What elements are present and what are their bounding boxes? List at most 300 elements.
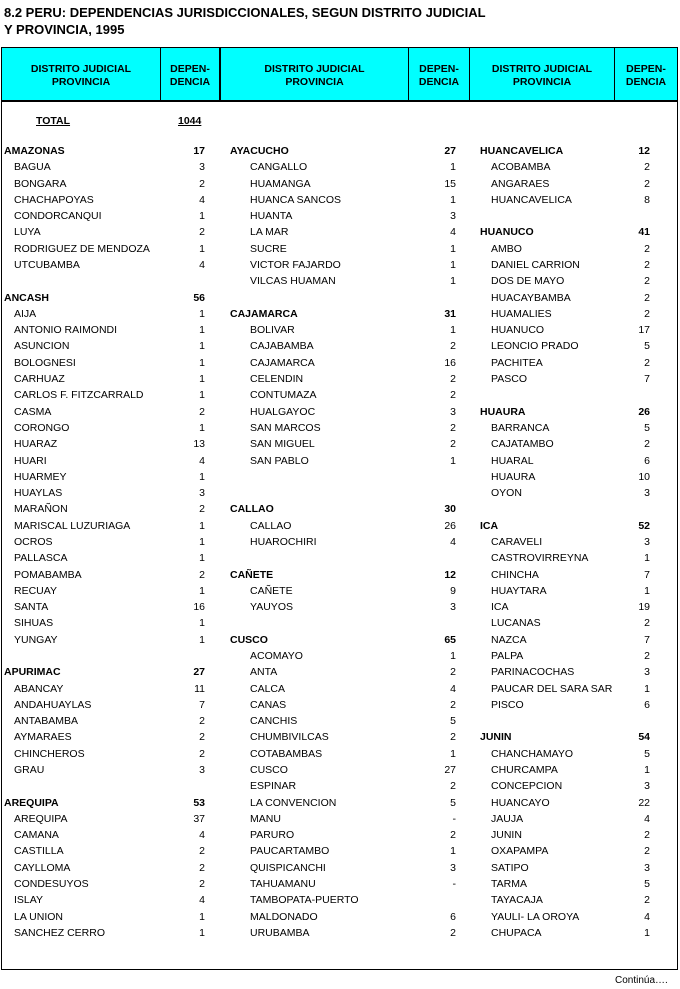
province-name: ANTABAMBA <box>14 715 78 728</box>
dependency-count: 53 <box>193 796 205 809</box>
dependency-count: 5 <box>450 715 456 728</box>
dependency-count: 1 <box>199 519 205 532</box>
dependency-count: 1 <box>199 926 205 939</box>
province-name: SATIPO <box>491 861 529 874</box>
province-row <box>14 241 205 257</box>
dependency-count: 12 <box>638 145 650 157</box>
province-name: ANDAHUAYLAS <box>14 698 92 711</box>
dependency-count: 3 <box>450 210 456 223</box>
dependency-count: 2 <box>450 731 456 744</box>
title-line-1: 8.2 PERU: DEPENDENCIAS JURISDICCIONALES, SEGUN DISTRITO JUDICIAL <box>4 5 486 20</box>
province-name: CHINCHA <box>491 568 539 581</box>
dependency-count: 2 <box>644 829 650 842</box>
dependency-count: 30 <box>444 503 456 516</box>
dependency-count: 22 <box>638 796 650 809</box>
province-name: HUARAL <box>491 454 534 467</box>
province-row <box>250 404 456 420</box>
province-name: OXAPAMPA <box>491 845 549 858</box>
dependency-count: 2 <box>450 666 456 679</box>
province-name: COTABAMBAS <box>250 747 323 760</box>
dependency-count: 1 <box>450 259 456 272</box>
province-name: CHUMBIVILCAS <box>250 731 329 744</box>
dependency-count: 3 <box>644 535 650 548</box>
dependency-count: 1 <box>644 764 650 777</box>
dependency-count: 2 <box>644 894 650 907</box>
dependency-count: 1 <box>199 535 205 548</box>
province-row <box>250 534 456 550</box>
dependency-count: 6 <box>644 454 650 467</box>
province-name: ISLAY <box>14 894 43 907</box>
province-row <box>14 501 205 517</box>
province-row <box>14 534 205 550</box>
department-name: ANCASH <box>4 291 49 304</box>
dependency-count: 2 <box>644 259 650 272</box>
dependency-count: 2 <box>199 568 205 581</box>
province-name: LA UNION <box>14 910 64 923</box>
province-row <box>491 420 650 436</box>
province-name: SAN MARCOS <box>250 421 321 434</box>
dependency-count: 27 <box>193 666 205 679</box>
dependency-count: 5 <box>644 421 650 434</box>
dependency-count: 2 <box>644 356 650 369</box>
province-row <box>491 485 650 501</box>
dependency-count: 4 <box>644 812 650 825</box>
dependency-count: 7 <box>199 698 205 711</box>
province-row <box>250 713 456 729</box>
province-name: VILCAS HUAMAN <box>250 275 336 288</box>
department-row <box>230 306 456 322</box>
dependency-count: 1 <box>199 421 205 434</box>
dependency-count: 9 <box>450 584 456 597</box>
province-name: ACOMAYO <box>250 649 303 662</box>
province-name: PAUCAR DEL SARA SAR <box>491 682 613 695</box>
department-row <box>230 143 456 159</box>
province-name: ACOBAMBA <box>491 161 551 174</box>
province-name: DANIEL CARRION <box>491 259 580 272</box>
province-name: CAJABAMBA <box>250 340 314 353</box>
province-row <box>491 681 650 697</box>
dependency-count: 2 <box>644 242 650 255</box>
province-row <box>250 892 456 908</box>
province-name: TAHUAMANU <box>250 878 316 891</box>
dependency-count: 2 <box>199 731 205 744</box>
department-row <box>480 518 650 534</box>
province-row <box>491 290 650 306</box>
province-row <box>14 485 205 501</box>
province-name: AIJA <box>14 307 37 320</box>
province-name: ASUNCION <box>14 340 70 353</box>
province-name: CANGALLO <box>250 161 308 174</box>
province-row <box>14 599 205 615</box>
province-name: LUYA <box>14 226 41 239</box>
dependency-count: 12 <box>444 568 456 581</box>
title-line-2: Y PROVINCIA, 1995 <box>4 22 125 37</box>
dependency-count: 5 <box>450 796 456 809</box>
province-row <box>14 811 205 827</box>
province-row <box>491 876 650 892</box>
province-name: SANTA <box>14 601 49 614</box>
province-name: CASTILLA <box>14 845 64 858</box>
dependency-count: 17 <box>638 324 650 337</box>
department-row <box>480 224 650 240</box>
province-row <box>14 567 205 583</box>
province-row <box>491 371 650 387</box>
province-row <box>250 860 456 876</box>
department-row <box>230 567 456 583</box>
province-row <box>14 355 205 371</box>
province-row <box>14 697 205 713</box>
province-row <box>14 892 205 908</box>
dependency-count: 2 <box>199 747 205 760</box>
dependency-count: 1 <box>199 910 205 923</box>
province-name: CASMA <box>14 405 52 418</box>
province-name: CARAVELI <box>491 535 543 548</box>
province-row <box>14 224 205 240</box>
department-row <box>230 632 456 648</box>
dependency-count: 2 <box>450 373 456 386</box>
province-row <box>491 241 650 257</box>
province-row <box>250 925 456 941</box>
dependency-count: 3 <box>450 405 456 418</box>
dependency-count: 1 <box>199 356 205 369</box>
province-name: CALCA <box>250 682 286 695</box>
continues-note: Continúa…. <box>615 975 668 986</box>
department-row <box>4 143 205 159</box>
province-row <box>14 746 205 762</box>
header-district-province: DISTRITO JUDICIAL PROVINCIA <box>264 63 365 88</box>
province-name: OYON <box>491 487 522 500</box>
dependency-count: 1 <box>199 389 205 402</box>
department-name: HUANCAVELICA <box>480 145 564 157</box>
dependency-count: 16 <box>193 601 205 614</box>
dependency-count: 4 <box>450 682 456 695</box>
dependency-count: 6 <box>450 910 456 923</box>
province-row <box>14 729 205 745</box>
province-row <box>491 925 650 941</box>
province-row <box>250 273 456 289</box>
province-name: HUANTA <box>250 210 293 223</box>
dependency-count: 1 <box>199 470 205 483</box>
province-name: LUCANAS <box>491 617 541 630</box>
province-name: AMBO <box>491 242 522 255</box>
province-name: PAUCARTAMBO <box>250 845 330 858</box>
dependency-count: 1 <box>450 454 456 467</box>
province-name: CELENDIN <box>250 373 304 386</box>
header-divider <box>408 48 409 102</box>
dependency-count: 1 <box>450 747 456 760</box>
province-name: HUARMEY <box>14 470 67 483</box>
header-dependency: DEPEN- DENCIA <box>418 63 460 88</box>
department-name: HUANUCO <box>480 226 534 239</box>
department-name: HUAURA <box>480 405 526 418</box>
dependency-count: 1 <box>199 617 205 630</box>
province-name: HUALGAYOC <box>250 405 316 418</box>
province-row <box>491 338 650 354</box>
dependency-count: 4 <box>199 193 205 206</box>
province-name: CAJATAMBO <box>491 438 554 451</box>
province-name: LEONCIO PRADO <box>491 340 579 353</box>
header-divider <box>614 48 615 102</box>
province-row <box>14 876 205 892</box>
province-name: TAMBOPATA-PUERTO <box>250 894 359 907</box>
province-name: YUNGAY <box>14 633 58 646</box>
dependency-count: 2 <box>644 649 650 662</box>
dependency-count: 65 <box>444 633 456 646</box>
province-name: YAUYOS <box>250 601 293 614</box>
province-row <box>250 192 456 208</box>
province-name: MANU <box>250 812 281 825</box>
province-name: SAN MIGUEL <box>250 438 315 451</box>
department-row <box>480 729 650 745</box>
dependency-count: 17 <box>193 145 205 157</box>
province-row <box>491 567 650 583</box>
dependency-count: - <box>452 812 456 825</box>
province-name: RECUAY <box>14 584 57 597</box>
province-row <box>14 453 205 469</box>
province-row <box>14 762 205 778</box>
province-row <box>14 257 205 273</box>
province-row <box>491 909 650 925</box>
dependency-count: 2 <box>450 340 456 353</box>
province-row <box>14 827 205 843</box>
dependency-count: 7 <box>644 633 650 646</box>
province-name: CARLOS F. FITZCARRALD <box>14 389 144 402</box>
province-name: CORONGO <box>14 421 70 434</box>
province-row <box>250 518 456 534</box>
province-row <box>250 811 456 827</box>
province-row <box>250 681 456 697</box>
department-name: APURIMAC <box>4 666 61 679</box>
dependency-count: 5 <box>644 878 650 891</box>
province-name: GRAU <box>14 764 45 777</box>
dependency-count: 4 <box>199 829 205 842</box>
dependency-count: - <box>452 878 456 891</box>
province-row <box>491 436 650 452</box>
province-row <box>14 436 205 452</box>
province-row <box>250 208 456 224</box>
dependency-count: 2 <box>644 177 650 190</box>
province-name: CONCEPCION <box>491 780 563 793</box>
header-dependency: DEPEN- DENCIA <box>169 63 211 88</box>
dependency-count: 26 <box>444 519 456 532</box>
province-name: CAJAMARCA <box>250 356 315 369</box>
province-name: PARINACOCHAS <box>491 666 575 679</box>
province-name: PISCO <box>491 698 524 711</box>
dependency-count: 1 <box>644 552 650 565</box>
dependency-count: 52 <box>638 519 650 532</box>
header-divider <box>160 48 161 102</box>
dependency-count: 56 <box>193 291 205 304</box>
province-row <box>14 632 205 648</box>
province-row <box>250 648 456 664</box>
dependency-count: 2 <box>199 405 205 418</box>
province-row <box>250 697 456 713</box>
dependency-count: 4 <box>199 259 205 272</box>
province-row <box>14 192 205 208</box>
total-value: 1044 <box>178 115 202 127</box>
province-row <box>250 159 456 175</box>
dependency-count: 3 <box>644 780 650 793</box>
dependency-count: 2 <box>199 715 205 728</box>
province-name: CONDORCANQUI <box>14 210 102 223</box>
dependency-count: 27 <box>444 764 456 777</box>
province-row <box>491 599 650 615</box>
dependency-count: 4 <box>199 454 205 467</box>
province-name: CHURCAMPA <box>491 764 558 777</box>
province-name: LA CONVENCION <box>250 796 337 809</box>
dependency-count: 1 <box>199 210 205 223</box>
province-name: ESPINAR <box>250 780 297 793</box>
province-name: CHANCHAMAYO <box>491 747 574 760</box>
department-name: CAJAMARCA <box>230 307 298 320</box>
header-divider <box>220 48 221 102</box>
department-row <box>480 143 650 159</box>
province-name: SUCRE <box>250 242 287 255</box>
dependency-count: 1 <box>450 649 456 662</box>
province-name: URUBAMBA <box>250 926 310 939</box>
dependency-count: 8 <box>644 193 650 206</box>
province-name: HUANCAVELICA <box>491 193 572 206</box>
province-row <box>491 550 650 566</box>
province-name: BONGARA <box>14 177 67 190</box>
province-row <box>14 371 205 387</box>
province-row <box>491 762 650 778</box>
province-name: CARHUAZ <box>14 373 65 386</box>
dependency-count: 3 <box>644 861 650 874</box>
dependency-count: 1 <box>199 584 205 597</box>
province-row <box>491 322 650 338</box>
province-name: MARAÑON <box>14 503 68 516</box>
dependency-count: 2 <box>199 878 205 891</box>
province-row <box>14 713 205 729</box>
province-row <box>14 469 205 485</box>
province-row <box>250 436 456 452</box>
department-name: ICA <box>480 519 499 532</box>
province-row <box>250 729 456 745</box>
province-row <box>250 176 456 192</box>
province-name: ANTA <box>250 666 278 679</box>
province-row <box>14 518 205 534</box>
province-row <box>14 176 205 192</box>
province-row <box>250 453 456 469</box>
header-district-province: DISTRITO JUDICIAL PROVINCIA <box>491 63 593 88</box>
header-dependency: DEPEN- DENCIA <box>625 63 667 88</box>
province-row <box>14 322 205 338</box>
province-row <box>491 860 650 876</box>
province-name: SAN PABLO <box>250 454 309 467</box>
province-name: RODRIGUEZ DE MENDOZA <box>14 242 150 255</box>
province-row <box>250 762 456 778</box>
department-row <box>4 795 205 811</box>
province-row <box>491 306 650 322</box>
province-name: CAMANA <box>14 829 59 842</box>
dependency-count: 2 <box>644 617 650 630</box>
province-row <box>491 697 650 713</box>
province-row <box>250 420 456 436</box>
province-row <box>14 420 205 436</box>
province-row <box>491 827 650 843</box>
dependency-count: 2 <box>450 926 456 939</box>
province-name: CHINCHEROS <box>14 747 85 760</box>
dependency-count: 4 <box>644 910 650 923</box>
province-row <box>250 843 456 859</box>
province-name: HUAROCHIRI <box>250 535 317 548</box>
province-row <box>491 355 650 371</box>
province-row <box>491 469 650 485</box>
dependency-count: 2 <box>644 438 650 451</box>
dependency-count: 4 <box>450 535 456 548</box>
dependency-count: 1 <box>644 682 650 695</box>
department-name: CALLAO <box>230 503 274 516</box>
province-name: ICA <box>491 601 509 614</box>
province-name: TAYACAJA <box>491 894 543 907</box>
province-row <box>14 843 205 859</box>
province-name: CANCHIS <box>250 715 298 728</box>
province-row <box>250 355 456 371</box>
province-row <box>14 404 205 420</box>
dependency-count: 3 <box>199 487 205 500</box>
province-name: HUAMANGA <box>250 177 311 190</box>
province-name: HUANUCO <box>491 324 545 337</box>
province-row <box>491 892 650 908</box>
dependency-count: 1 <box>450 324 456 337</box>
dependency-count: 16 <box>444 356 456 369</box>
province-name: HUAURA <box>491 470 536 483</box>
dependency-count: 2 <box>199 177 205 190</box>
dependency-count: 2 <box>199 226 205 239</box>
province-name: BOLOGNESI <box>14 356 76 369</box>
province-row <box>491 746 650 762</box>
dependency-count: 11 <box>194 682 205 695</box>
department-name: AMAZONAS <box>4 145 65 157</box>
province-name: PALLASCA <box>14 552 68 565</box>
province-row <box>491 453 650 469</box>
dependency-count: 2 <box>199 845 205 858</box>
department-name: CAÑETE <box>230 568 274 581</box>
province-name: JAUJA <box>491 812 524 825</box>
province-name: CANAS <box>250 698 287 711</box>
dependency-count: 2 <box>644 845 650 858</box>
dependency-count: 1 <box>450 275 456 288</box>
dependency-count: 37 <box>193 812 205 825</box>
dependency-count: 3 <box>644 487 650 500</box>
province-name: ABANCAY <box>14 682 64 695</box>
province-row <box>491 811 650 827</box>
province-row <box>250 224 456 240</box>
province-name: TARMA <box>491 878 527 891</box>
dependency-count: 1 <box>199 324 205 337</box>
dependency-count: 13 <box>193 438 205 451</box>
province-name: PASCO <box>491 373 527 386</box>
province-name: CASTROVIRREYNA <box>491 552 589 565</box>
province-row <box>491 159 650 175</box>
province-row <box>491 583 650 599</box>
province-row <box>14 681 205 697</box>
department-row <box>480 404 650 420</box>
province-row <box>14 909 205 925</box>
province-name: AREQUIPA <box>14 812 68 825</box>
dependency-count: 2 <box>450 780 456 793</box>
province-row <box>14 550 205 566</box>
province-row <box>250 322 456 338</box>
dependency-count: 2 <box>644 307 650 320</box>
province-name: CAÑETE <box>250 584 293 597</box>
province-name: HUARI <box>14 454 47 467</box>
dependency-count: 3 <box>199 764 205 777</box>
province-row <box>250 778 456 794</box>
province-row <box>491 273 650 289</box>
province-row <box>491 534 650 550</box>
